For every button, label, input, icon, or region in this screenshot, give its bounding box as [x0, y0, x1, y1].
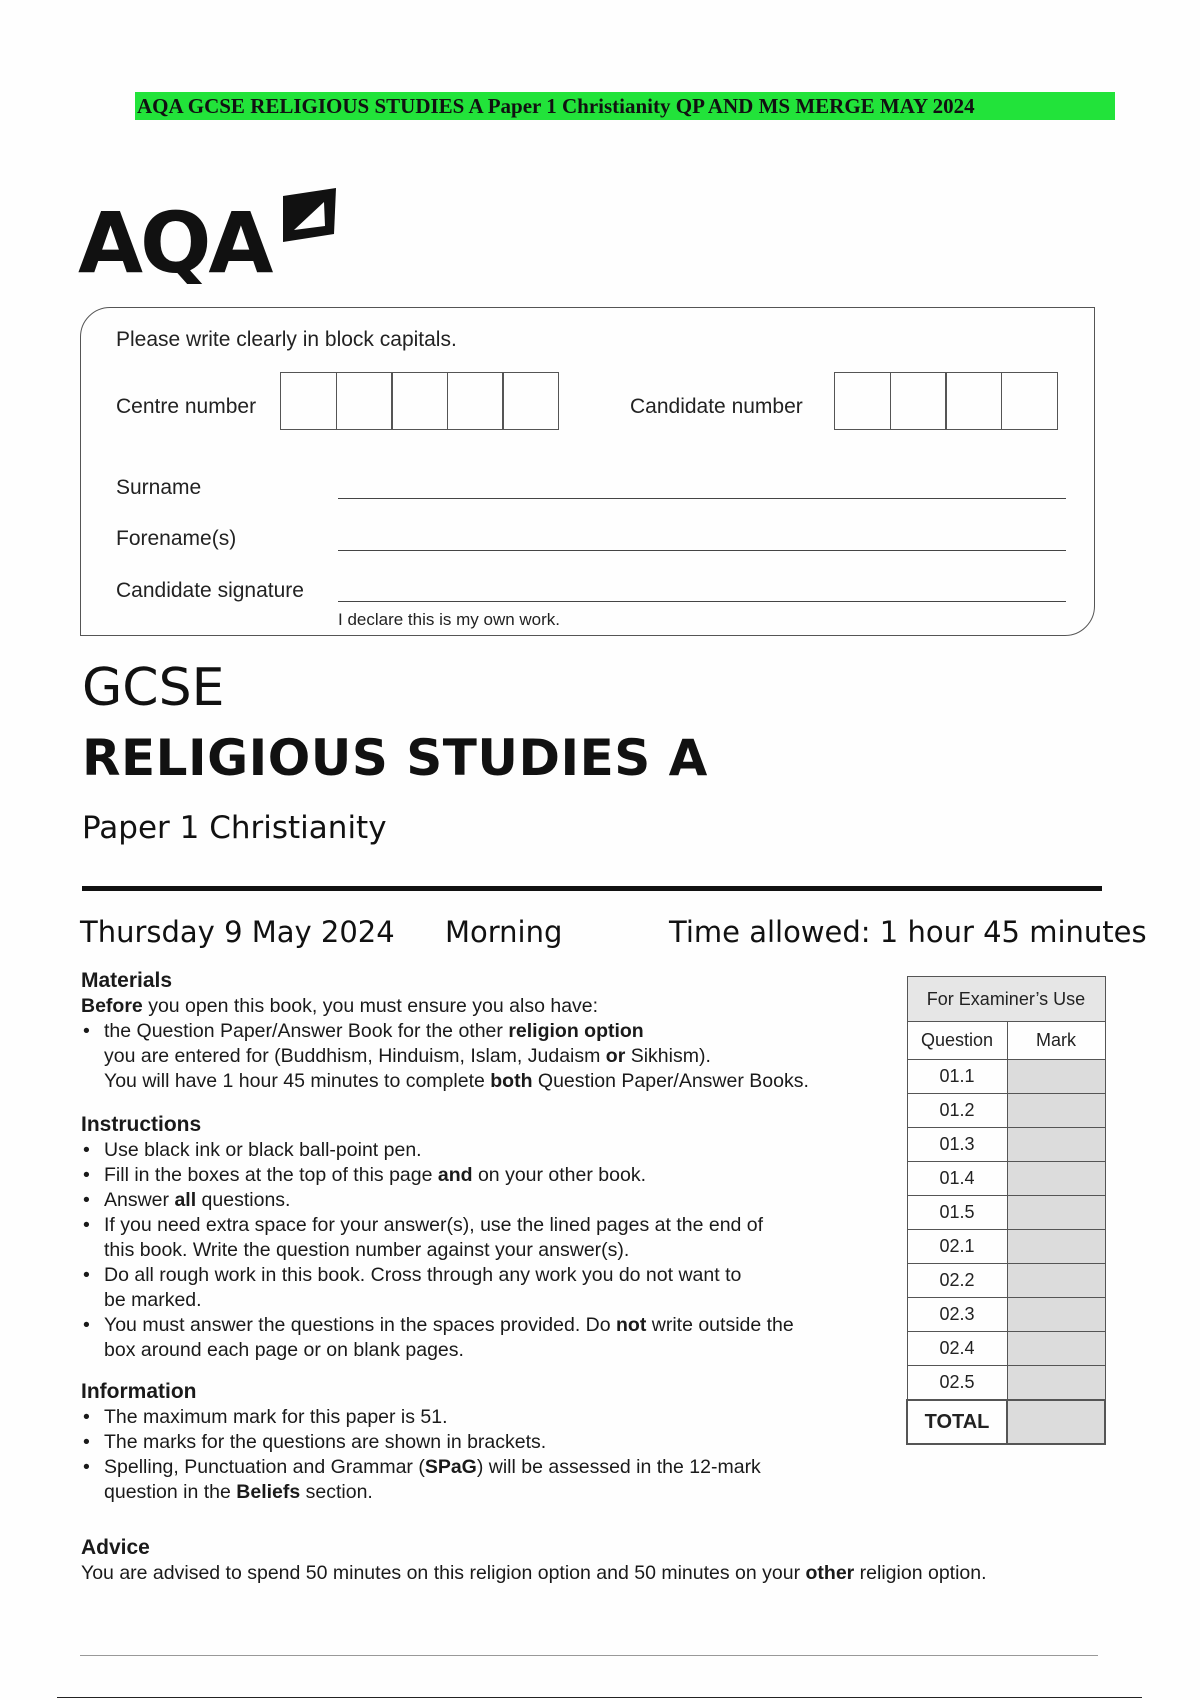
total-mark-cell[interactable] [1007, 1400, 1105, 1444]
instructions-section [81, 1112, 901, 1363]
question-number: 01.3 [907, 1128, 1007, 1162]
time-allowed: Time allowed: 1 hour 45 minutes [669, 915, 1147, 949]
candidate-number-box[interactable] [834, 372, 891, 430]
forenames-label: Forename(s) [116, 527, 237, 550]
title-divider [82, 886, 1102, 891]
mark-cell[interactable] [1007, 1128, 1105, 1162]
block-capitals-instruction: Please write clearly in block capitals. [116, 328, 457, 351]
candidate-number-label: Candidate number [630, 395, 803, 418]
signature-line[interactable] [338, 601, 1066, 602]
exam-date: Thursday 9 May 2024 [80, 915, 395, 949]
question-number: 01.2 [907, 1094, 1007, 1128]
mark-cell[interactable] [1007, 1298, 1105, 1332]
table-row [907, 1332, 1105, 1366]
question-number: 01.5 [907, 1196, 1007, 1230]
list-item: • Fill in the boxes at the top of this page and on your other book. [81, 1163, 901, 1188]
mark-cell[interactable] [1007, 1162, 1105, 1196]
advice-text: You are advised to spend 50 minutes on this religion option and 50 minutes on your other religion option. [81, 1562, 987, 1584]
materials-section [81, 968, 901, 1094]
document-banner: AQA GCSE RELIGIOUS STUDIES A Paper 1 Christianity QP AND MS MERGE MAY 2024 [135, 92, 1115, 120]
table-row [907, 1128, 1105, 1162]
subject-title: RELIGIOUS STUDIES A [82, 729, 708, 787]
information-section [81, 1379, 901, 1505]
qualification-title: GCSE [82, 658, 225, 718]
question-number: 02.1 [907, 1230, 1007, 1264]
centre-number-box[interactable] [447, 372, 504, 430]
surname-label: Surname [116, 476, 202, 499]
table-row [907, 1230, 1105, 1264]
list-item: • Use black ink or black ball-point pen. [81, 1138, 901, 1163]
surname-line[interactable] [338, 498, 1066, 499]
centre-number-box[interactable] [336, 372, 393, 430]
question-number: 02.5 [907, 1366, 1007, 1401]
centre-number-boxes [280, 372, 558, 430]
centre-number-box[interactable] [391, 372, 448, 430]
question-number: 02.3 [907, 1298, 1007, 1332]
list-item: • The maximum mark for this paper is 51. [81, 1405, 901, 1430]
question-number: 02.2 [907, 1264, 1007, 1298]
page-edge [57, 1697, 1142, 1698]
question-column-header: Question [907, 1022, 1007, 1060]
question-number: 01.1 [907, 1060, 1007, 1094]
mark-cell[interactable] [1007, 1366, 1105, 1401]
table-row [907, 1366, 1105, 1401]
list-item: • The marks for the questions are shown in brackets. [81, 1430, 901, 1455]
list-item: • Do all rough work in this book. Cross through any work you do not want to be marked. [81, 1263, 901, 1313]
mark-column-header: Mark [1007, 1022, 1105, 1060]
list-item: • If you need extra space for your answer(s), use the lined pages at the end of this book. Write the question number against your answer(s). [81, 1213, 901, 1263]
aqa-logo-text: AQA [78, 194, 271, 284]
total-label: TOTAL [907, 1400, 1007, 1444]
mark-cell[interactable] [1007, 1332, 1105, 1366]
mark-cell[interactable] [1007, 1230, 1105, 1264]
aqa-logo-mark-icon [283, 188, 336, 242]
table-row [907, 1298, 1105, 1332]
table-row [907, 1196, 1105, 1230]
advice-heading: Advice [81, 1536, 150, 1559]
candidate-number-boxes [834, 372, 1056, 430]
instructions-heading: Instructions [81, 1113, 202, 1136]
aqa-logo [78, 184, 348, 284]
table-row [907, 1264, 1105, 1298]
total-row [907, 1400, 1105, 1444]
centre-number-box[interactable] [280, 372, 337, 430]
mark-cell[interactable] [1007, 1060, 1105, 1094]
centre-number-label: Centre number [116, 395, 257, 418]
exam-session: Morning [445, 915, 563, 949]
candidate-number-box[interactable] [890, 372, 947, 430]
signature-label: Candidate signature [116, 579, 304, 602]
table-row [907, 1094, 1105, 1128]
mark-cell[interactable] [1007, 1094, 1105, 1128]
list-item: • the Question Paper/Answer Book for the other religion option you are entered for (Buddhism, Hinduism, Islam, Judaism or Sikhism). You will have 1 hour 45 minutes to complete both Question Paper/Answer Books. [81, 1019, 901, 1094]
examiners-use-title: For Examiner’s Use [907, 977, 1105, 1022]
mark-cell[interactable] [1007, 1264, 1105, 1298]
list-item: • You must answer the questions in the spaces provided. Do not write outside the box around each page or on blank pages. [81, 1313, 901, 1363]
mark-cell[interactable] [1007, 1196, 1105, 1230]
centre-number-box[interactable] [502, 372, 559, 430]
examiners-use-table [906, 976, 1106, 1445]
list-item: • Answer all questions. [81, 1188, 901, 1213]
footer-divider [80, 1655, 1098, 1656]
list-item: • Spelling, Punctuation and Grammar (SPaG) will be assessed in the 12-mark question in the Beliefs section. [81, 1455, 901, 1505]
information-heading: Information [81, 1380, 197, 1403]
advice-section [81, 1535, 1111, 1586]
table-row [907, 1162, 1105, 1196]
forenames-line[interactable] [338, 550, 1066, 551]
candidate-number-box[interactable] [945, 372, 1002, 430]
candidate-number-box[interactable] [1001, 372, 1058, 430]
question-number: 01.4 [907, 1162, 1007, 1196]
table-row [907, 1060, 1105, 1094]
paper-title: Paper 1 Christianity [82, 810, 387, 846]
declaration-text: I declare this is my own work. [338, 610, 561, 629]
materials-intro: Before you open this book, you must ensure you also have: [81, 995, 599, 1017]
question-number: 02.4 [907, 1332, 1007, 1366]
materials-heading: Materials [81, 969, 173, 992]
